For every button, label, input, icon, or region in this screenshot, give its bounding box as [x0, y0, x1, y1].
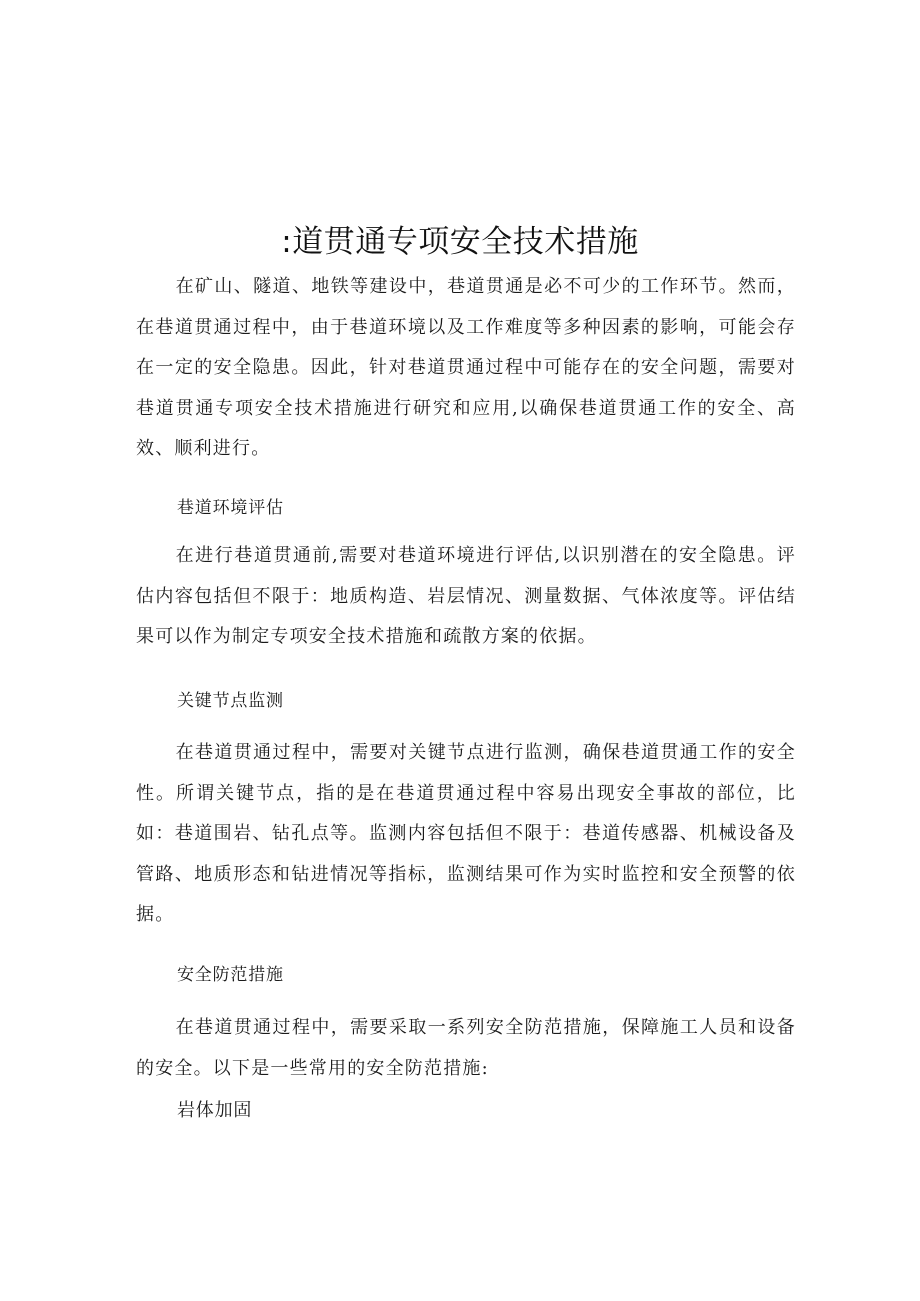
document-title: :道贯通专项安全技术措施	[281, 224, 639, 260]
protection-paragraph: 在巷道贯通过程中，需要采取一系列安全防范措施，保障施工人员和设备的安全。以下是一些常用的安全防范措施:	[136, 1017, 796, 1079]
intro-paragraph: 在矿山、隧道、地铁等建设中，巷道贯通是必不可少的工作环节。然而，在巷道贯通过程中，由于巷道环境以及工作难度等多种因素的影响，可能会存在一定的安全隐患。因此，针对巷道贯通过程中可能存在的安全问题，需要对巷道贯通专项安全技术措施进行研究和应用,以确保巷道贯通工作的安全、高效、顺利进行。	[136, 276, 796, 459]
subsection-heading-rock-reinforcement: 岩体加固	[177, 1100, 253, 1121]
assessment-paragraph: 在进行巷道贯通前,需要对巷道环境进行评估,以识别潜在的安全隐患。评估内容包括但不限于：地质构造、岩层情况、测量数据、气体浓度等。评估结果可以作为制定专项安全技术措施和疏散方案的依据。	[136, 545, 796, 647]
section-heading-protection: 安全防范措施	[177, 965, 284, 985]
section-heading-assessment: 巷道环境评估	[177, 498, 284, 518]
monitoring-paragraph: 在巷道贯通过程中，需要对关键节点进行监测，确保巷道贯通工作的安全性。所谓关键节点，指的是在巷道贯通过程中容易出现安全事故的部位，比如：巷道围岩、钻孔点等。监测内容包括但不限于：巷道传感器、机械设备及管路、地质形态和钻进情况等指标，监测结果可作为实时监控和安全预警的依据。	[136, 742, 796, 925]
section-heading-monitoring: 关键节点监测	[177, 691, 284, 711]
